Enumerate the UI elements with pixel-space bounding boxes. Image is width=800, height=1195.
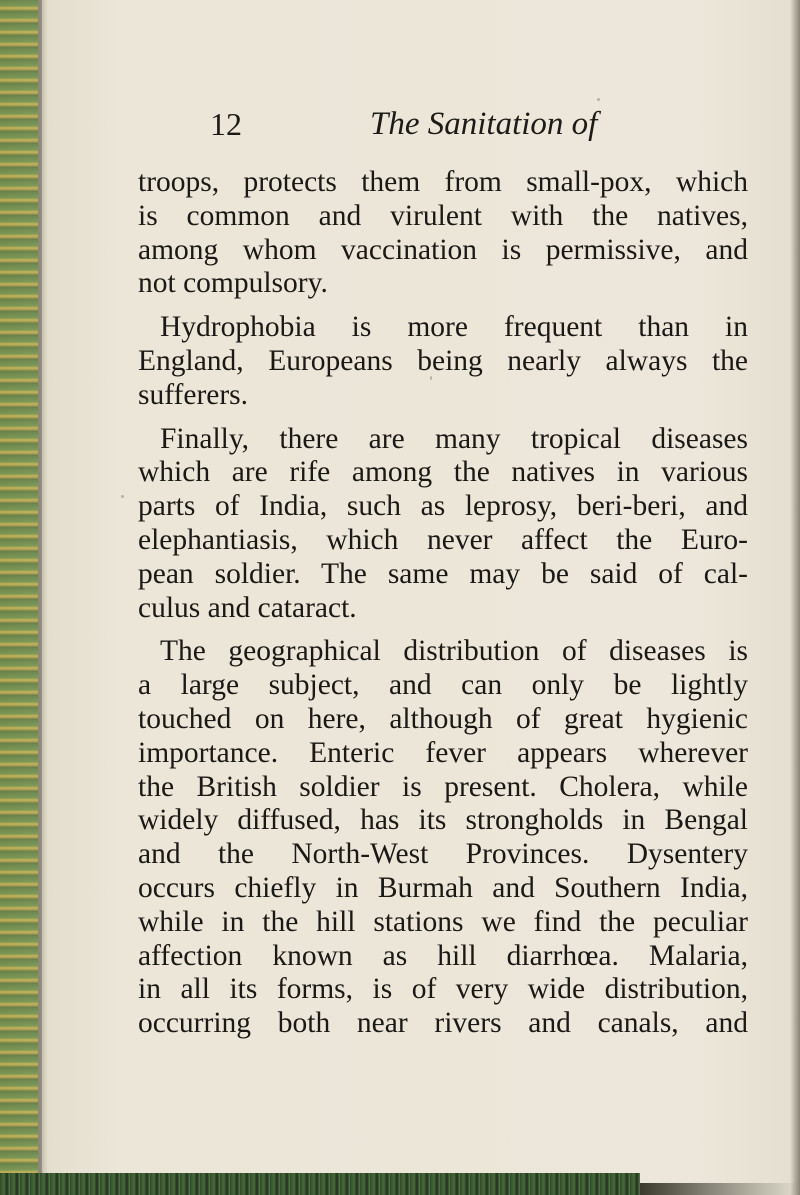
page-number: 12 <box>210 106 242 142</box>
text-line: Finally, there are many tropical diseases <box>160 422 748 455</box>
running-title: The Sanitation of <box>370 106 598 142</box>
text-line: pean soldier. The same may be said of cal- <box>138 557 748 590</box>
text-line: affection known as hill diarrhœa. Malaria, <box>138 939 748 972</box>
paper-speck <box>121 495 124 498</box>
text-line: the British soldier is present. Cholera, while <box>138 770 748 803</box>
text-line: parts of India, such as leprosy, beri-beri, and <box>138 490 748 523</box>
binding-shadow <box>38 0 42 1195</box>
text-line: is common and virulent with the natives, <box>138 199 748 232</box>
page-edge-shadow <box>790 0 800 1195</box>
body-text <box>138 166 748 1041</box>
binding-edge <box>0 0 38 1195</box>
text-line: among whom vaccination is permissive, and <box>138 233 748 266</box>
text-line: troops, protects them from small-pox, which <box>138 166 748 198</box>
text-line: England, Europeans being nearly always the <box>138 344 748 377</box>
text-line: elephantiasis, which never affect the Euro- <box>138 523 748 556</box>
text-line: which are rife among the natives in various <box>138 456 748 489</box>
text-line: occurs chiefly in Burmah and Southern India, <box>138 871 748 904</box>
text-line: in all its forms, is of very wide distribution, <box>138 973 748 1006</box>
text-line: Hydrophobia is more frequent than in <box>160 311 748 344</box>
text-line: and the North-West Provinces. Dysentery <box>138 838 748 871</box>
text-line: importance. Enteric fever appears wherever <box>138 736 748 769</box>
paper-speck <box>597 98 600 101</box>
cover-edge-strip <box>0 1173 640 1195</box>
text-line: widely diffused, has its strongholds in Bengal <box>138 804 748 837</box>
text-line: occurring both near rivers and canals, and <box>138 1007 748 1040</box>
text-line: The geographical distribution of diseases is <box>160 635 748 668</box>
text-line: culus and cataract. <box>138 591 357 624</box>
text-line: not compulsory. <box>138 267 328 300</box>
text-line: touched on here, although of great hygienic <box>138 702 748 735</box>
text-line: sufferers. <box>138 378 249 411</box>
text-line: a large subject, and can only be lightly <box>138 669 748 702</box>
text-line: while in the hill stations we find the peculiar <box>138 905 748 938</box>
running-header <box>210 106 630 156</box>
